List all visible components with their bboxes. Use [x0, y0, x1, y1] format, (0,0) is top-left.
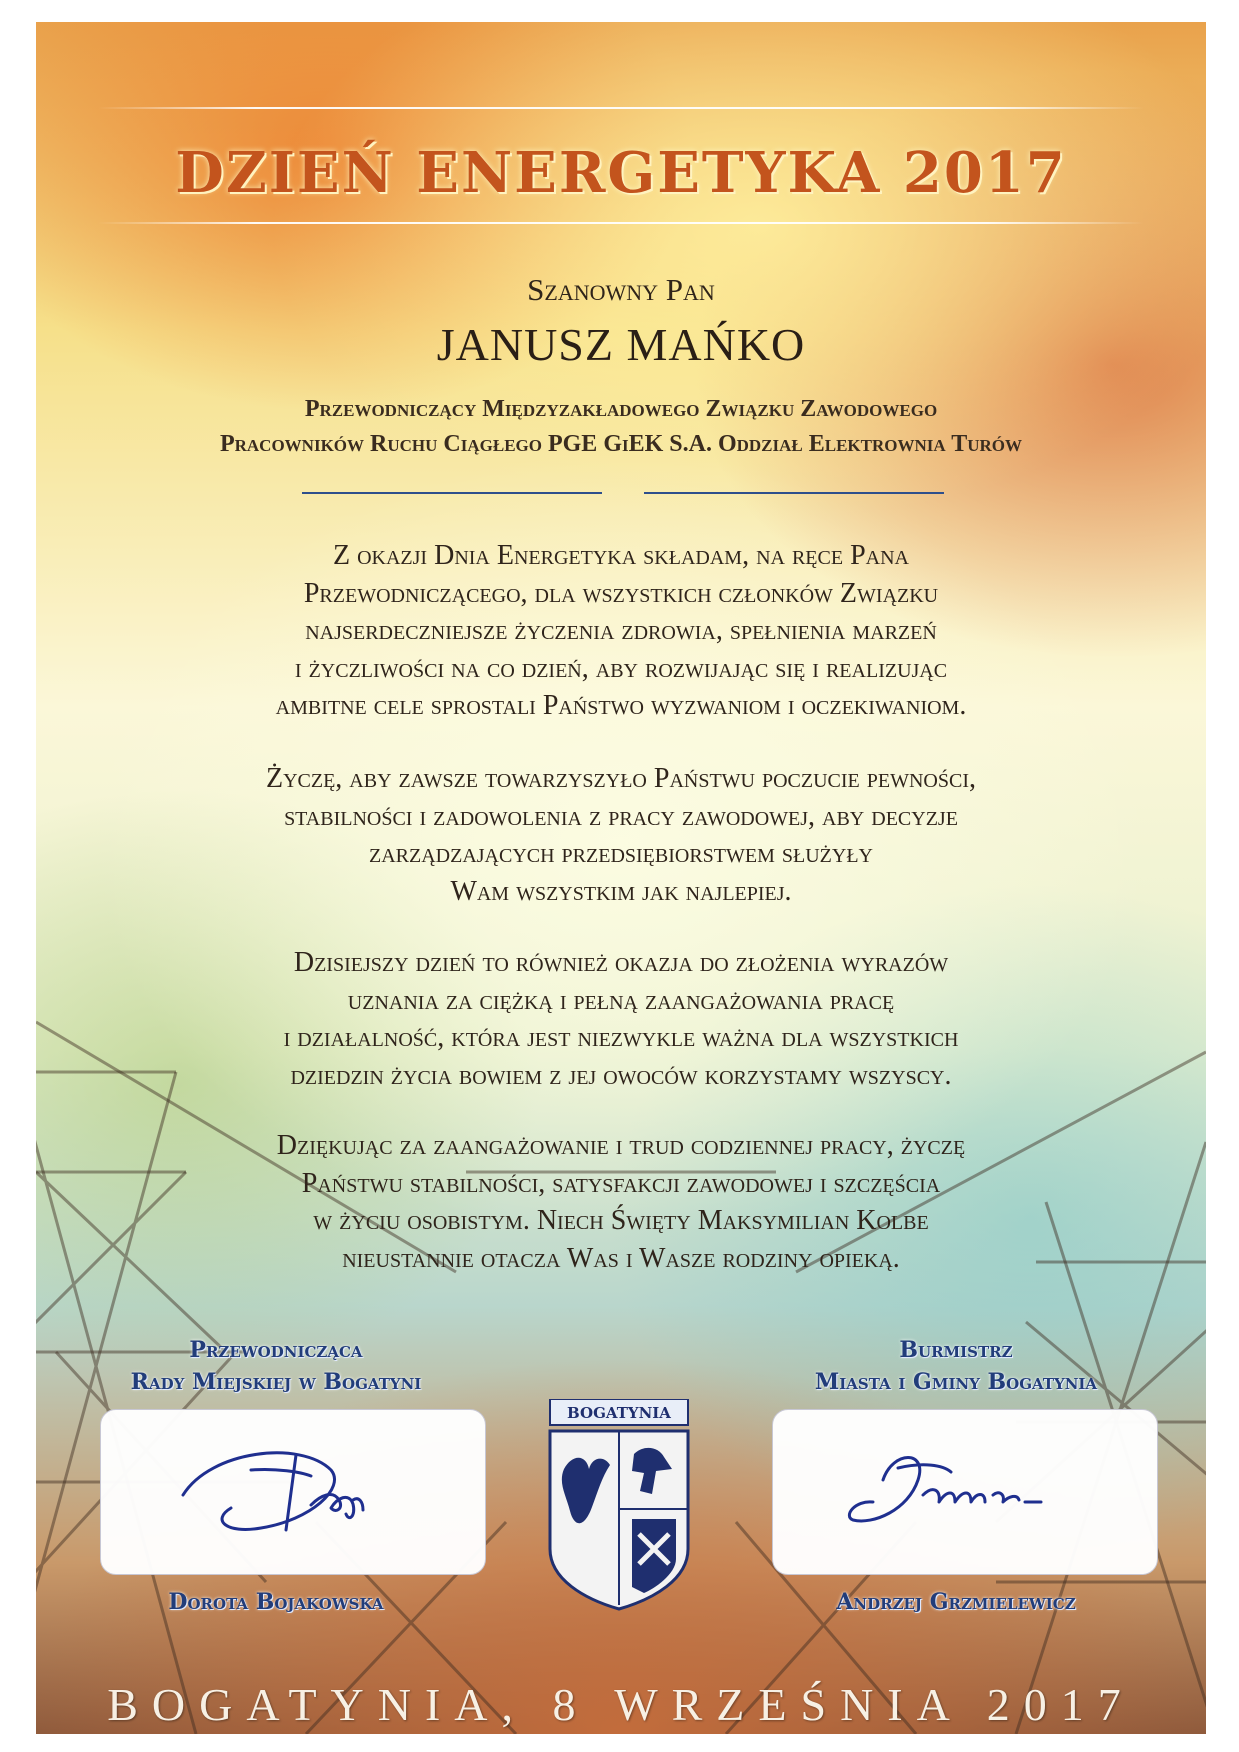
recipient-role-line-2: Pracowników Ruchu Ciągłego PGE GiEK S.A. Oddział Elektrownia Turów — [219, 431, 1023, 457]
paragraph-greeting — [96, 537, 1146, 725]
paragraph-line: uznania za ciężką i pełną zaangażowania pracę — [347, 984, 895, 1016]
title-bottom-rule — [98, 222, 1144, 224]
paragraph-line: i działalność, która jest niezwykle ważna dla wszystkich — [283, 1022, 959, 1053]
left-signature-box — [100, 1409, 486, 1575]
paragraph-recognition — [96, 944, 1146, 1094]
left-signatory-title-line-2: Rady Miejskiej w Bogatyni — [130, 1369, 422, 1395]
divider-right — [644, 492, 944, 494]
left-signatory-name: Dorota Bojakowska — [168, 1589, 384, 1615]
paragraph-line: w życiu osobistym. Niech Święty Maksymilian Kolbe — [313, 1205, 929, 1236]
divider-left — [302, 492, 602, 494]
title-top-rule — [98, 107, 1144, 109]
crest-label: BOGATYNIA — [567, 1404, 671, 1422]
paragraph-thanks — [96, 1127, 1146, 1277]
paragraph-line: i życzliwości na co dzień, aby rozwijając się i realizując — [294, 652, 948, 684]
paragraph-line: dziedzin życia bowiem z jej owoców korzystamy wszyscy. — [290, 1059, 952, 1091]
paragraph-line: Wam wszystkim jak najlepiej. — [450, 875, 792, 907]
right-signatory-name: Andrzej Grzmielewicz — [836, 1589, 1076, 1615]
left-signatory-title — [56, 1334, 496, 1398]
paragraph-line: Państwu stabilności, satysfakcji zawodowej i szczęścia — [301, 1167, 941, 1199]
place-and-date: BOGATYNIA, 8 WRZEŚNIA 2017 — [107, 1679, 1135, 1730]
right-signatory-title-line-2: Miasta i Gminy Bogatynia — [814, 1369, 1098, 1395]
paragraph-line: Życzę, aby zawsze towarzyszyło Państwu poczucie pewności, — [265, 763, 976, 794]
paragraph-line: nieustannie otacza Was i Wasze rodziny opieką. — [342, 1242, 900, 1274]
paragraph-line: Przewodniczącego, dla wszystkich członków Związku — [303, 577, 939, 609]
paragraph-line: najserdeczniejsze życzenia zdrowia, spełnienia marzeń — [305, 615, 937, 646]
recipient-name: JANUSZ MAŃKO — [436, 319, 806, 370]
right-signatory-title-line-1: Burmistrz — [899, 1337, 1013, 1363]
paragraph-line: Dziękując za zaangażowanie i trud codziennej pracy, życzę — [276, 1130, 966, 1161]
recipient-role — [36, 392, 1206, 462]
right-handwritten-signature — [773, 1410, 1157, 1574]
paragraph-line: ambitne cele sprostali Państwo wyzwaniom i oczekiwaniom. — [275, 690, 967, 721]
coat-of-arms-icon — [544, 1399, 694, 1611]
paragraph-line: zarządzających przedsiębiorstwem służyły — [369, 838, 873, 869]
paragraph-line: Dzisiejszy dzień to również okazja do złożenia wyrazów — [293, 947, 949, 978]
paragraph-wishes — [96, 760, 1146, 910]
right-signatory-title — [736, 1334, 1176, 1398]
page-title: DZIEŃ ENERGETYKA 2017 — [175, 140, 1067, 206]
paragraph-line: Z okazji Dnia Energetyka składam, na ręce Pana — [333, 540, 909, 571]
salutation: Szanowny Pan — [527, 272, 715, 307]
recipient-role-line-1: Przewodniczący Międzyzakładowego Związku Zawodowego — [304, 396, 938, 422]
certificate-page — [36, 22, 1206, 1734]
left-signatory-title-line-1: Przewodnicząca — [189, 1337, 363, 1363]
left-handwritten-signature — [101, 1410, 485, 1574]
right-signature-box — [772, 1409, 1158, 1575]
paragraph-line: stabilności i zadowolenia z pracy zawodowej, aby decyzje — [284, 800, 958, 832]
